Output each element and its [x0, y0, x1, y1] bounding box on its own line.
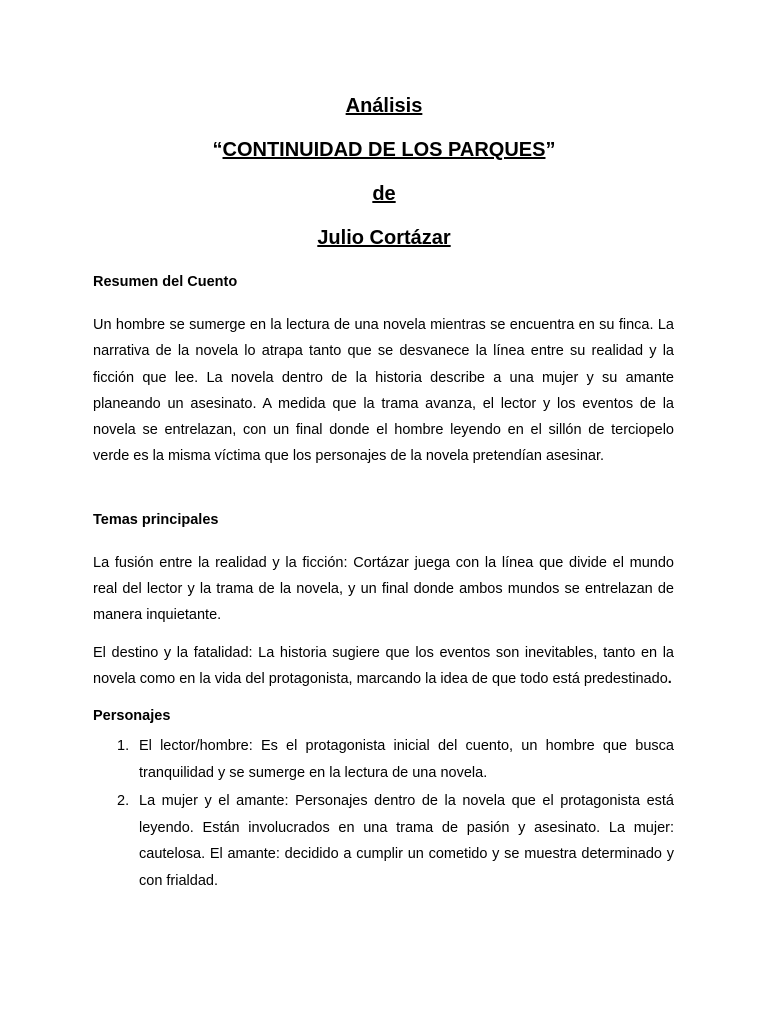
list-item-text: El lector/hombre: Es el protagonista inicial del cuento, un hombre que busca tranquilidad y se sumerge en la lectura de una novela.: [139, 738, 674, 782]
heading-personajes: Personajes: [93, 708, 171, 725]
title-close-quote: ”: [545, 139, 556, 161]
paragraph-temas-1: La fusión entre la realidad y la ficción: Cortázar juega con la línea que divide el mundo real del lector y la trama de la novela, y un final donde ambos mundos se entrelazan de manera inquietante.: [93, 554, 674, 624]
document-body: [93, 270, 674, 895]
title-de-text: de: [372, 183, 396, 205]
list-item-text: La mujer y el amante: Personajes dentro de la novela que el protagonista está leyendo. Están involucrados en una trama de pasión y asesinato. La mujer: cautelosa. El amante: decidido a cumplir un cometido y se muestra determinado y con frialdad.: [139, 792, 674, 890]
paragraph-temas-2-text: El destino y la fatalidad: La historia sugiere que los eventos son inevitables, tanto en la novela como en la vida del protagonista, marcando la idea de que todo está predestinado: [93, 644, 674, 687]
list-item-number: 2.: [117, 792, 130, 809]
paragraph-temas-2: [93, 640, 674, 693]
title-analisis-text: Análisis: [345, 95, 423, 117]
personajes-list: [93, 733, 674, 895]
title-author: [0, 216, 768, 260]
title-block: [0, 84, 768, 260]
title-open-quote: “: [212, 139, 223, 161]
title-author-text: Julio Cortázar: [317, 227, 451, 249]
list-item: [93, 788, 674, 895]
title-story-text: CONTINUIDAD DE LOS PARQUES: [222, 139, 546, 161]
title-analisis: [0, 84, 768, 128]
title-story-name: [0, 128, 768, 172]
list-item-number: 1.: [117, 738, 130, 755]
heading-temas: Temas principales: [93, 511, 219, 528]
list-item: [93, 733, 674, 787]
paragraph-resumen: Un hombre se sumerge en la lectura de una novela mientras se encuentra en su finca. La narrativa de la novela lo atrapa tanto que se desvanece la línea entre su realidad y la ficción que lee. La novela dentro de la historia describe a una mujer y su amante planeando un asesinato. A medida que la trama avanza, el lector y los eventos de la novela se entrelazan, con un final donde el hombre leyendo en el sillón de terciopelo verde es la misma víctima que los personajes de la novela pretendían asesinar.: [93, 317, 674, 465]
paragraph-temas-2-end: .: [667, 670, 672, 687]
heading-resumen: Resumen del Cuento: [93, 274, 238, 290]
title-de: [0, 172, 768, 216]
